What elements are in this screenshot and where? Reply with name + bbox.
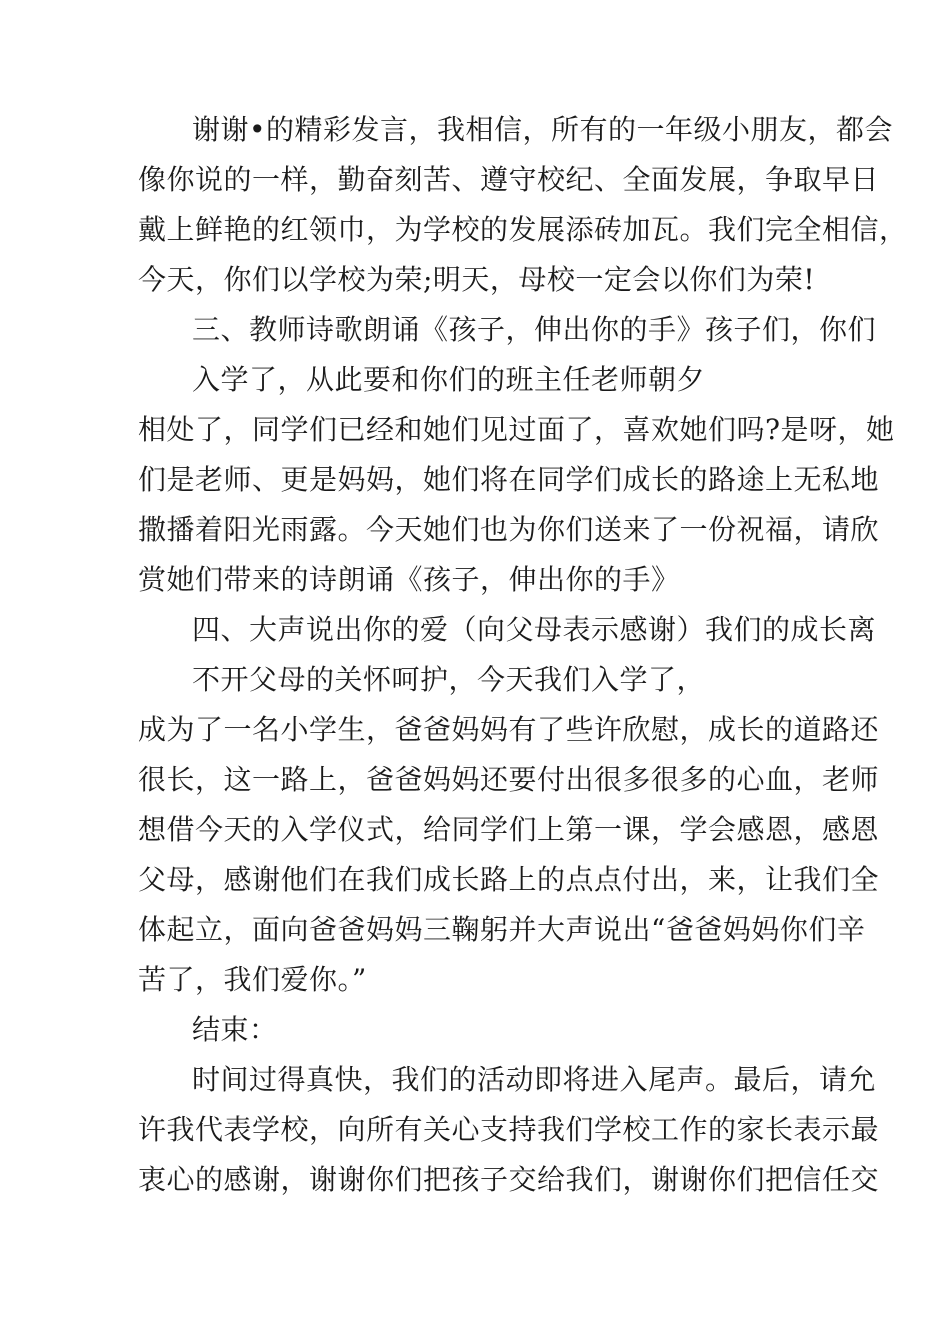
text-line: 不开父母的关怀呵护，今天我们入学了， [192, 663, 706, 696]
text-line: 们是老师、更是妈妈，她们将在同学们成长的路途上无私地 [138, 463, 880, 496]
text-line: 成为了一名小学生，爸爸妈妈有了些许欣慰，成长的道路还 [138, 713, 880, 746]
section-heading: 三、教师诗歌朗诵《孩子，伸出你的手》孩子们，你们 [192, 313, 877, 346]
text-line: 相处了，同学们已经和她们见过面了，喜欢她们吗?是呀，她 [138, 413, 895, 446]
text-line: 想借今天的入学仪式，给同学们上第一课，学会感恩，感恩 [138, 813, 880, 846]
text-line: 像你说的一样，勤奋刻苦、遵守校纪、全面发展，争取早日 [138, 163, 880, 196]
section-heading: 结束： [192, 1013, 278, 1046]
text-line: 苦了，我们爱你。” [138, 963, 367, 996]
text-line: 很长，这一路上，爸爸妈妈还要付出很多很多的心血，老师 [138, 763, 880, 796]
text-line: 戴上鲜艳的红领巾，为学校的发展添砖加瓦。我们完全相信， [138, 213, 908, 246]
text-line: 谢谢•的精彩发言，我相信，所有的一年级小朋友，都会 [192, 113, 894, 146]
text-line: 今天，你们以学校为荣;明天，母校一定会以你们为荣! [138, 263, 816, 296]
text-line: 时间过得真快，我们的活动即将进入尾声。最后，请允 [192, 1063, 877, 1096]
text-line: 撒播着阳光雨露。今天她们也为你们送来了一份祝福，请欣 [138, 513, 880, 546]
text-line: 赏她们带来的诗朗诵《孩子，伸出你的手》 [138, 563, 680, 596]
text-line: 许我代表学校，向所有关心支持我们学校工作的家长表示最 [138, 1113, 880, 1146]
text-line: 衷心的感谢，谢谢你们把孩子交给我们，谢谢你们把信任交 [138, 1163, 880, 1196]
section-heading: 四、大声说出你的爱（向父母表示感谢）我们的成长离 [192, 613, 877, 646]
text-line: 父母，感谢他们在我们成长路上的点点付出，来，让我们全 [138, 863, 880, 896]
text-line: 入学了，从此要和你们的班主任老师朝夕 [192, 363, 706, 396]
text-line: 体起立，面向爸爸妈妈三鞠躬并大声说出“爸爸妈妈你们辛 [138, 913, 866, 946]
